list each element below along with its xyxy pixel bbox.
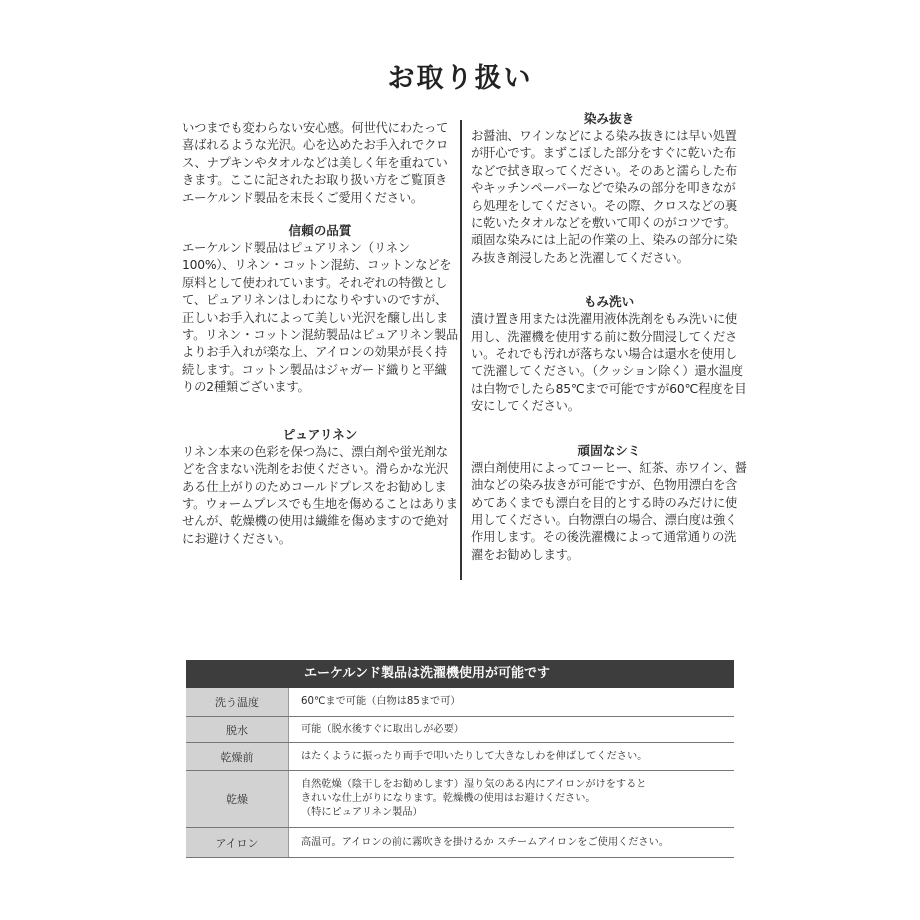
intro-text: いつまでも変わらない安心感。何世代にわたって喜ばれるような光沢。心を込めたお手入れでクロス、ナプキンやタオルなどは美しく年を重ねていきます。ここに記されたお取り扱い方をご覧頂きエーケルンド製品を末長くご愛用ください。 xyxy=(182,121,449,205)
row-label: アイロン xyxy=(186,828,289,857)
row-value xyxy=(289,743,734,770)
row-value-line: 高温可。アイロンの前に霧吹きを掛けるか スチームアイロンをご使用ください。 xyxy=(301,836,669,848)
table-row xyxy=(186,771,734,828)
hand-wash-text: 漬け置き用または洗濯用液体洗剤をもみ洗いに使用し、洗濯機を使用する前に数分間浸してください。それでも汚れが落ちない場合は還水を使用して洗濯してください。（クッション除く）還水温度は白物でしたら85℃まで可能ですが60℃程度を目安にしてください。 xyxy=(471,312,747,414)
row-value xyxy=(289,688,734,716)
row-value-line: 60℃まで可能（白物は85まで可） xyxy=(301,696,461,707)
row-value-line: 自然乾燥（陰干しをお勧めします）湿り気のある内にアイロンがけをすると xyxy=(301,779,647,790)
stain-removal-text: お醤油、ワインなどによる染み抜きには早い処置が肝心です。まずこぼした部分をすぐに乾いた布などで拭き取ってください。そのあと濡らした布やキッチンペーパーなどで染みの部分を叩きながら処理をしてください。その際、クロスなどの裏に乾いたタオルなどを敷いて叩くのがコツです。頑固な染みには上記の作業の上、染みの部分に染み抜き剤浸したあと洗濯してください。 xyxy=(471,129,738,265)
quality-text: エーケルンド製品はピュアリネン（リネン100%）、リネン・コットン混紡、コットンなどを原料として使われています。それぞれの特徴として、ピュアリネンはしわになりやすいのですが、正しいお手入れによって美しい光沢を醸し出します。リネン・コットン混紡製品はピュアリネン製品よりお手入れが楽な上、アイロンの効果が長く持続します。コットン製品はジャガード織りと平織りの2種類ございます。 xyxy=(182,241,459,395)
row-label: 乾燥 xyxy=(186,771,289,827)
row-label: 乾燥前 xyxy=(186,743,289,770)
column-divider xyxy=(460,120,462,580)
care-table-header: エーケルンド製品は洗濯機使用が可能です xyxy=(186,660,734,688)
table-row xyxy=(186,828,734,858)
row-value-line: （特にピュアリネン製品） xyxy=(301,807,423,818)
table-row xyxy=(186,688,734,717)
row-label: 脱水 xyxy=(186,717,289,742)
row-value xyxy=(289,828,734,857)
left-column xyxy=(182,120,458,548)
pure-linen-text: リネン本来の色彩を保つ為に、漂白剤や蛍光剤などを含まない洗剤をお使ください。滑らかな光沢ある仕上がりのためコールドプレスをお勧めします。ウォームプレスでも生地を傷めることはありませんが、乾燥機の使用は繊維を傷めますので絶対にお避けください。 xyxy=(182,444,458,546)
row-value-line: はたくように振ったり両手で叩いたりして大きなしわを伸ばしてください。 xyxy=(301,750,648,762)
hand-wash-heading: もみ洗い xyxy=(583,294,635,310)
row-value xyxy=(289,771,734,827)
table-row xyxy=(186,717,734,743)
tough-stain-heading: 頑固なシミ xyxy=(577,442,641,458)
row-value-line: 可能（脱水後すぐに取出しが必要） xyxy=(301,723,464,735)
pure-linen-heading: ピュアリネン xyxy=(282,426,358,442)
tough-stain-text: 漂白剤使用によってコーヒー、紅茶、赤ワイン、醤油などの染み抜きが可能ですが、色物用漂白を含めてあくまでも漂白を目的とする時のみだけに使用してください。白物漂白の場合、漂白度は強く作用します。その後洗濯機によって通常通りの洗濯をお勧めします。 xyxy=(471,460,747,562)
table-row xyxy=(186,743,734,771)
care-table xyxy=(186,660,734,858)
row-value xyxy=(289,717,734,742)
page-title: お取り扱い xyxy=(387,63,533,94)
quality-heading: 信頼の品質 xyxy=(288,223,352,239)
stain-removal-heading: 染み抜き xyxy=(583,111,635,126)
row-value-line: きれいな仕上がりになります。乾燥機の使用はお避けください。 xyxy=(301,793,596,804)
right-column xyxy=(471,110,747,564)
row-label: 洗う温度 xyxy=(186,688,289,716)
